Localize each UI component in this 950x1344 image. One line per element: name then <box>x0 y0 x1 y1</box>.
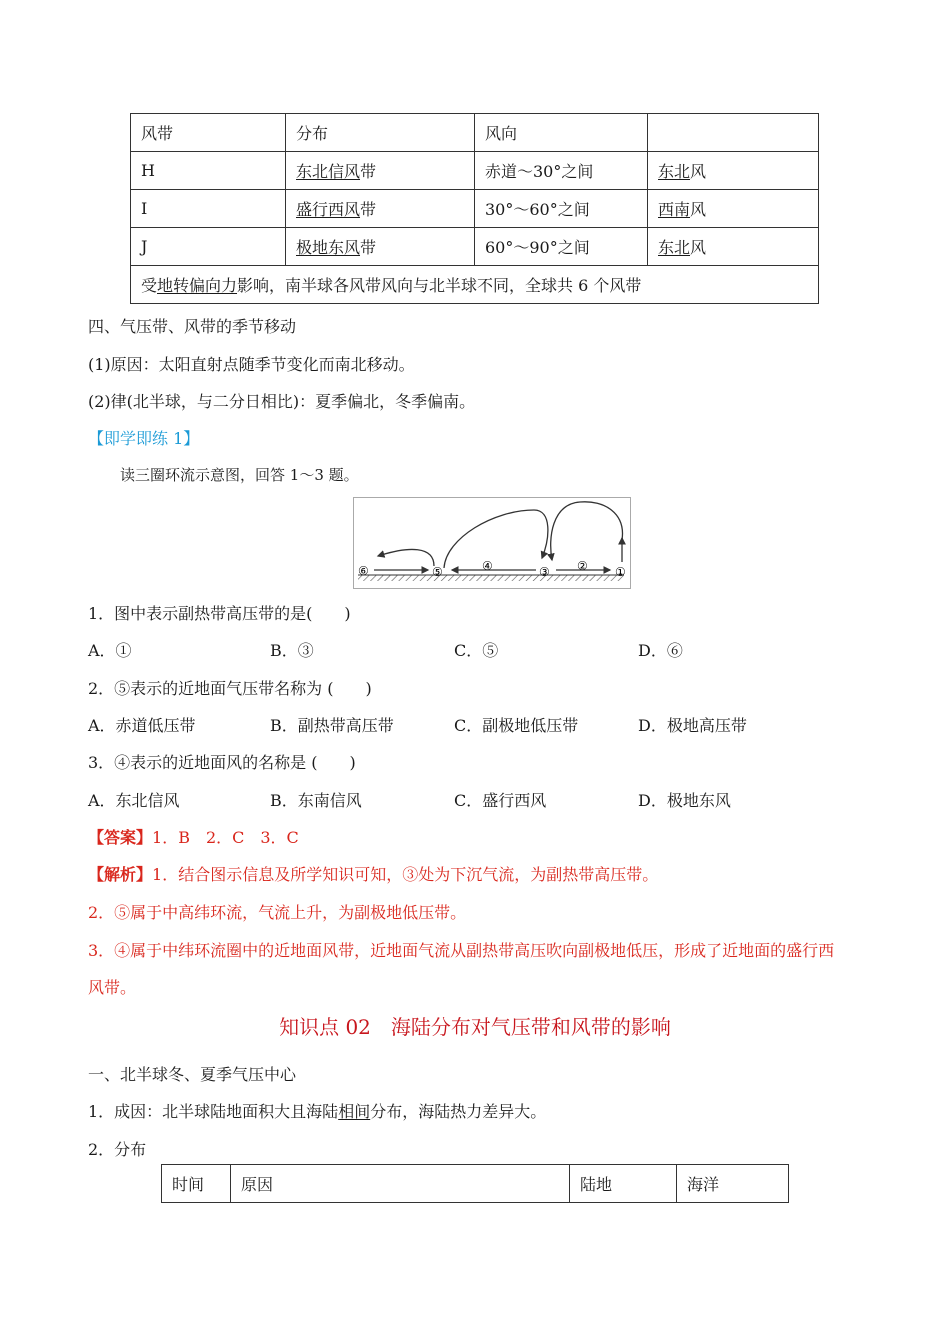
circulation-svg <box>354 498 630 588</box>
table-cell: I <box>131 190 286 228</box>
table-row <box>131 152 819 190</box>
paragraph: 1．成因：北半球陆地面积大且海陆相间分布，海陆热力差异大。 <box>88 1102 547 1121</box>
question-stem: 2．⑤表示的近地面气压带名称为 ( ) <box>88 679 372 698</box>
ground-hatch <box>358 575 624 581</box>
analysis-line: 2．⑤属于中高纬环流，气流上升，为副极地低压带。 <box>88 903 467 922</box>
option: D．⑥ <box>638 641 683 660</box>
table-row <box>131 228 819 266</box>
question-stem: 1．图中表示副热带高压带的是( ) <box>88 604 351 623</box>
option: A．赤道低压带 <box>88 716 196 735</box>
table-header-row <box>162 1165 789 1203</box>
section-heading: 一、北半球冬、夏季气压中心 <box>88 1065 297 1084</box>
hadley-cell-loop <box>551 502 623 560</box>
pressure-center-table <box>161 1164 789 1203</box>
three-cell-circulation-diagram <box>353 497 631 589</box>
practice-tag: 【即学即练 1】 <box>88 429 200 448</box>
label-5: ⑤ <box>432 565 443 579</box>
table-header-cell <box>648 114 819 152</box>
table-header-cell: 海洋 <box>677 1165 789 1203</box>
analysis-line: 【解析】1．结合图示信息及所学知识可知，③处为下沉气流，为副热带高压带。 <box>88 865 659 884</box>
table-cell: 极地东风带 <box>286 228 475 266</box>
option: D．极地东风 <box>638 791 731 810</box>
table-header-row <box>131 114 819 152</box>
paragraph: (2)律(北半球，与二分日相比)：夏季偏北，冬季偏南。 <box>88 392 476 411</box>
label-3: ③ <box>539 565 550 579</box>
table-header-cell: 陆地 <box>570 1165 677 1203</box>
analysis-line: 3．④属于中纬环流圈中的近地面风带，近地面气流从副热带高压吹向副极地低压，形成了近地面的盛行西 <box>88 941 835 960</box>
answer-text: 1．B 2．C 3．C <box>152 828 299 847</box>
table-header-cell: 原因 <box>231 1165 570 1203</box>
label-1: ① <box>615 565 626 579</box>
table-footer-cell: 受地转偏向力影响，南半球各风带风向与北半球不同，全球共 6 个风带 <box>131 266 819 304</box>
table-header-cell: 风带 <box>131 114 286 152</box>
label-2: ② <box>577 559 588 573</box>
table-cell: 30°～60°之间 <box>475 190 648 228</box>
practice-intro: 读三圈环流示意图，回答 1～3 题。 <box>120 466 359 484</box>
question-stem: 3．④表示的近地面风的名称是 ( ) <box>88 753 356 772</box>
table-cell: 盛行西风带 <box>286 190 475 228</box>
section-heading: 四、气压带、风带的季节移动 <box>88 317 297 336</box>
option: D．极地高压带 <box>638 716 747 735</box>
option: B．副热带高压带 <box>270 716 394 735</box>
option: B．③ <box>270 641 314 660</box>
table-cell: 60°～90°之间 <box>475 228 648 266</box>
table-cell: 东北信风带 <box>286 152 475 190</box>
polar-cell-loop <box>378 549 434 566</box>
table-header-cell: 分布 <box>286 114 475 152</box>
analysis-tag: 【解析】 <box>88 865 153 884</box>
table-cell: 赤道～30°之间 <box>475 152 648 190</box>
answer-tag: 【答案】 <box>88 828 153 847</box>
paragraph: 2．分布 <box>88 1140 147 1159</box>
wind-belt-table <box>130 113 819 304</box>
table-cell: 西南风 <box>648 190 819 228</box>
option: C．副极地低压带 <box>454 716 579 735</box>
table-header-cell: 风向 <box>475 114 648 152</box>
option: B．东南信风 <box>270 791 362 810</box>
option: A．① <box>88 641 132 660</box>
answer-line <box>88 825 299 848</box>
option: C．盛行西风 <box>454 791 547 810</box>
ferrel-cell-loop <box>444 510 548 568</box>
paragraph: (1)原因：太阳直射点随季节变化而南北移动。 <box>88 355 415 374</box>
table-cell: J <box>131 228 286 266</box>
label-6: ⑥ <box>358 564 369 578</box>
table-header-cell: 时间 <box>162 1165 231 1203</box>
table-cell: H <box>131 152 286 190</box>
table-cell: 东北风 <box>648 228 819 266</box>
knowledge-point-title: 知识点 02 海陆分布对气压带和风带的影响 <box>279 1015 671 1039</box>
option: C．⑤ <box>454 641 499 660</box>
option: A．东北信风 <box>88 791 180 810</box>
table-row <box>131 190 819 228</box>
analysis-line: 风带。 <box>88 978 137 997</box>
label-4: ④ <box>482 559 493 573</box>
table-footer-row <box>131 266 819 304</box>
table-cell: 东北风 <box>648 152 819 190</box>
